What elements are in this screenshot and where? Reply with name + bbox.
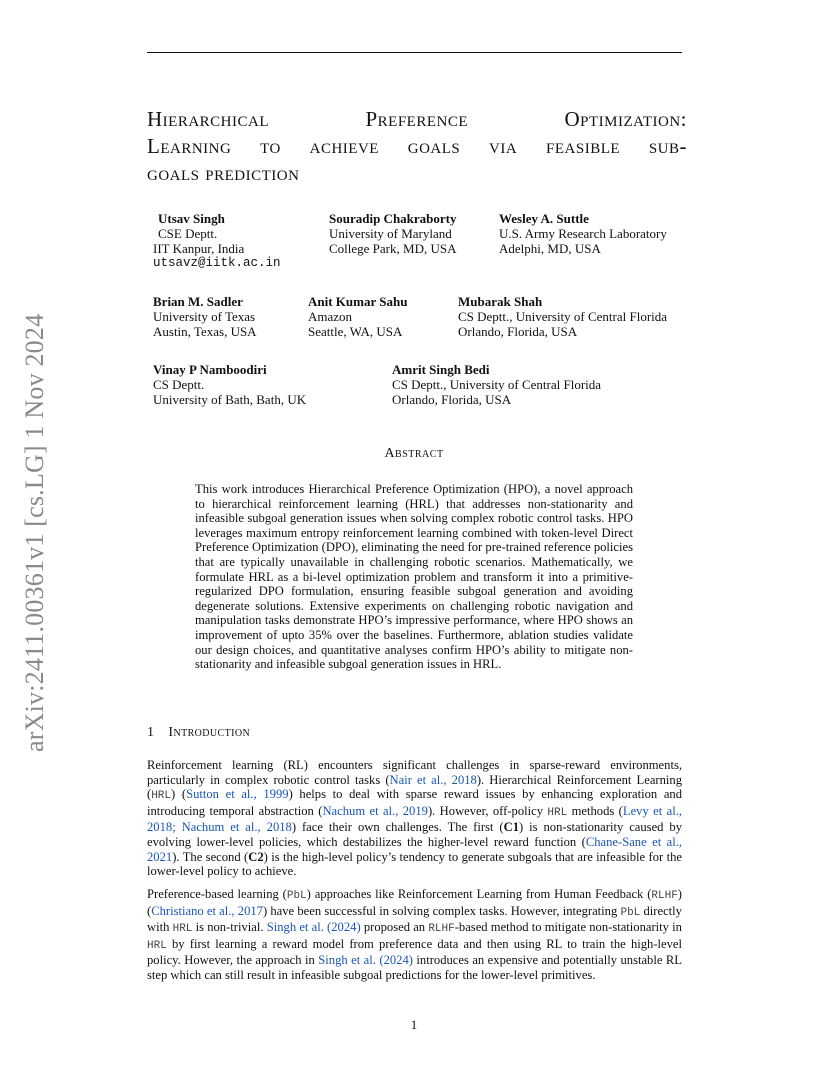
- abstract-heading-text: Abstract: [384, 446, 444, 461]
- author-affiliation: CS Deptt.: [153, 377, 205, 392]
- acronym: RLHF: [428, 923, 455, 936]
- intro-paragraph-1: [147, 758, 682, 879]
- acronym: HRL: [547, 806, 568, 819]
- author-affiliation: University of Texas: [153, 309, 256, 324]
- author-block: [153, 211, 281, 271]
- text-run: ) (: [171, 787, 187, 802]
- text-run: directly with: [147, 903, 682, 935]
- author-name: Amrit Singh Bedi: [392, 362, 490, 377]
- text-run: ) approaches like Reinforcement Learning from Human Feedback (: [306, 887, 652, 901]
- author-block: [153, 362, 306, 407]
- author-affiliation: University of Bath, Bath, UK: [153, 392, 307, 407]
- author-name: Mubarak Shah: [458, 294, 543, 309]
- challenge-label: C2: [248, 849, 264, 864]
- text-run: methods (: [567, 803, 623, 818]
- author-affiliation: Austin, Texas, USA: [153, 324, 257, 339]
- author-name: Vinay P Namboodiri: [153, 362, 267, 377]
- page-number: 1: [410, 1017, 418, 1032]
- author-name: Wesley A. Suttle: [499, 211, 589, 226]
- section-number: 1: [147, 725, 155, 740]
- text-run: ) face their own challenges. The first (: [291, 820, 504, 835]
- text-run: is non-trivial.: [192, 920, 267, 935]
- author-name: Anit Kumar Sahu: [308, 294, 408, 309]
- acronym: PbL: [620, 906, 641, 919]
- abstract-body: This work introduces Hierarchical Preference Optimization (HPO), a novel approach to hierarchical reinforcement learning (HRL) that addresses non-stationarity and infeasible subgoal generation issues when solving complex robotic control tasks. HPO leverages maximum entropy reinforcement learning combined with token-level Direct Preference Optimization (DPO), eliminating the need for pre-trained reference policies that are typically unavailable in challenging robotic scenarios. Mathematically, we formulate HRL as a bi-level optimization problem and transform it into a primitive-regularized DPO formulation, ensuring feasible subgoal generation and avoiding degenerate solutions. Extensive experiments on challenging robotic navigation and manipulation tasks demonstrate HPO’s impressive performance, where HPO shows an improvement of upto 35% over the baselines. Furthermore, ablation studies validate our design choices, and quantitative analyses confirm HPO’s ability to mitigate non-stationarity and infeasible subgoal generation issues in HRL.: [195, 482, 633, 672]
- text-run: ). However, off-policy: [427, 803, 548, 818]
- intro-paragraph-2: [147, 887, 682, 983]
- author-affiliation: College Park, MD, USA: [329, 241, 457, 256]
- text-run: ) have been successful in solving complex tasks. However, integrating: [262, 903, 621, 918]
- author-block: [392, 362, 601, 407]
- paper-title: [147, 106, 687, 187]
- author-affiliation: CS Deptt., University of Central Florida: [458, 309, 668, 324]
- acronym: HRL: [172, 923, 193, 936]
- citation-link[interactable]: Chane-Sane et al., 2021: [147, 834, 682, 864]
- text-run: ) helps to deal with sparse reward issues by enhancing exploration and introducing temporal abstraction (: [147, 787, 683, 818]
- text-run: ) is non-stationarity caused by evolving lower-level policies, which destabilizes the higher-level reward function (: [147, 820, 683, 849]
- arxiv-stamp[interactable]: arXiv:2411.00361v1 [cs.LG] 1 Nov 2024: [20, 313, 49, 752]
- title-line-1: [147, 106, 687, 133]
- author-name: Utsav Singh: [158, 211, 225, 226]
- author-block: [329, 211, 457, 256]
- text-run: ). Hierarchical Reinforcement Learning (: [147, 772, 682, 802]
- acronym: RLHF: [651, 890, 678, 902]
- author-block: [153, 294, 257, 339]
- author-affiliation: CS Deptt., University of Central Florida: [392, 377, 602, 392]
- text-run: by first learning a reward model from preference data and then using RL to train the high-level policy. However, the approach in: [147, 936, 682, 968]
- text-run: Reinforcement learning (RL) encounters significant challenges in sparse-reward environments, particularly in complex robotic control tasks (: [147, 758, 682, 787]
- title-word-2: Preference: [365, 107, 469, 131]
- author-affiliation: U.S. Army Research Laboratory: [499, 226, 667, 241]
- author-email[interactable]: utsavz@iitk.ac.in: [153, 256, 281, 270]
- section-title: Introduction: [168, 725, 251, 740]
- abstract-heading: [0, 446, 828, 462]
- author-affiliation: Adelphi, MD, USA: [499, 241, 601, 256]
- author-block: [499, 211, 667, 256]
- author-block: [458, 294, 667, 339]
- citation-link[interactable]: Singh et al. (2024): [318, 953, 413, 968]
- text-run: -based method to mitigate non-stationarity in: [454, 920, 682, 935]
- author-block: [308, 294, 407, 339]
- author-name: Souradip Chakraborty: [329, 211, 457, 226]
- citation-link[interactable]: Sutton et al., 1999: [186, 787, 289, 802]
- acronym: HRL: [151, 790, 172, 803]
- author-affiliation: IIT Kanpur, India: [153, 241, 245, 256]
- text-run: introduces an expensive and potentially unstable RL step which can still result in infeasible subgoal predictions for the lower-level primitives.: [147, 953, 682, 982]
- author-affiliation: Seattle, WA, USA: [308, 324, 403, 339]
- title-word-1: Hierarchical: [147, 107, 269, 131]
- citation-link[interactable]: Nachum et al., 2019: [322, 803, 428, 818]
- author-affiliation: Orlando, Florida, USA: [458, 324, 578, 339]
- author-affiliation: CSE Deptt.: [158, 226, 218, 241]
- text-run: ) (: [147, 887, 682, 918]
- author-affiliation: University of Maryland: [329, 226, 452, 241]
- acronym: PbL: [286, 890, 307, 902]
- title-line-2: Learning to achieve goals via feasible sub-: [147, 134, 687, 158]
- challenge-label: C1: [503, 820, 519, 835]
- citation-link[interactable]: Nair et al., 2018: [389, 772, 477, 787]
- text-run: ). The second (: [172, 849, 249, 864]
- citation-link[interactable]: Singh et al. (2024): [266, 920, 361, 935]
- text-run: Preference-based learning (: [147, 887, 287, 901]
- author-affiliation: Orlando, Florida, USA: [392, 392, 512, 407]
- author-affiliation: Amazon: [308, 309, 353, 324]
- text-run: ) is the high-level policy’s tendency to generate subgoals that are infeasible for the lower-level policy to achieve.: [147, 849, 682, 879]
- acronym: HRL: [147, 939, 167, 952]
- top-rule: [147, 52, 682, 53]
- citation-link[interactable]: Levy et al., 2018; Nachum et al., 2018: [147, 803, 683, 835]
- section-heading: [147, 725, 250, 741]
- author-name: Brian M. Sadler: [153, 294, 243, 309]
- citation-link[interactable]: Christiano et al., 2017: [151, 903, 263, 918]
- title-word-3: Optimization:: [564, 107, 687, 131]
- text-run: proposed an: [360, 920, 429, 935]
- title-line-3: goals prediction: [147, 161, 300, 185]
